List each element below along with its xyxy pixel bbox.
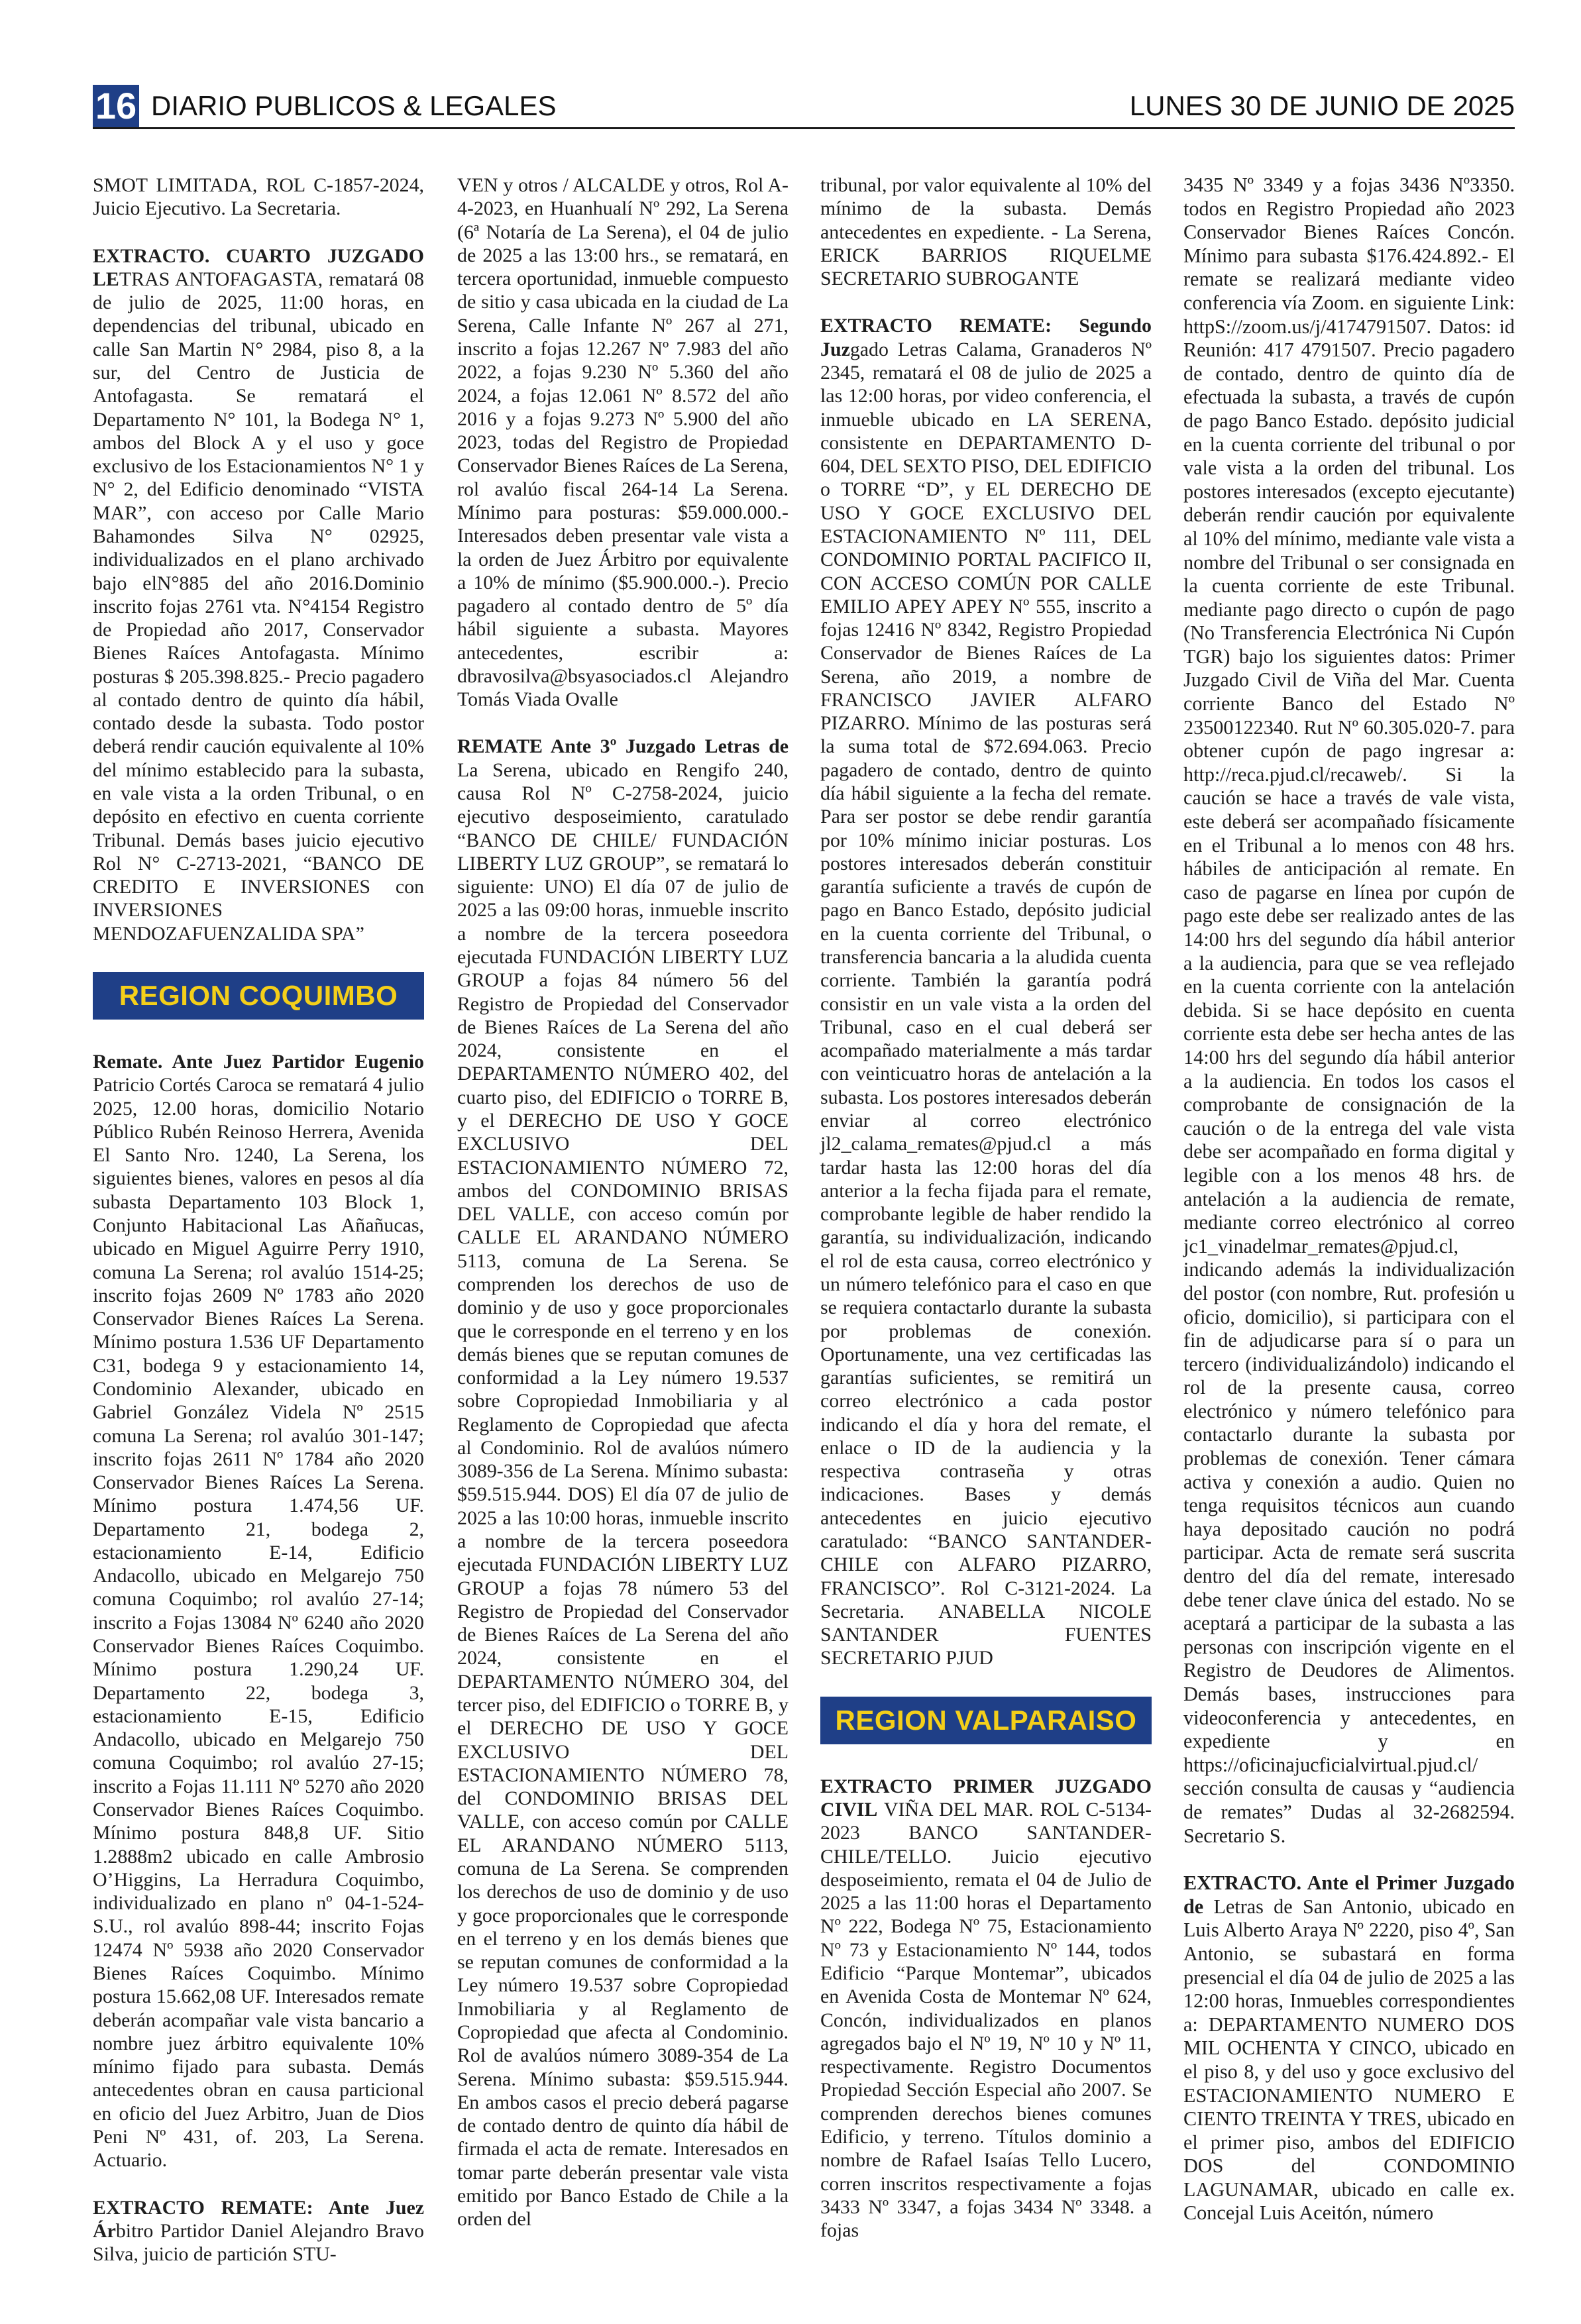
notice-body: Patricio Cortés Caroca se rematará 4 julio 2025, 12.00 horas, domicilio Notario Público Rubén Reinoso Herrera, Avenida El Santo Nro. 1240, La Serena, los siguientes bienes, valores en pesos al día subasta Departamento 103 Block 1, Conjunto Habitacional Las Añañucas, ubicado en Miguel Aguirre Perry 1910, comuna La Serena; rol avalúo 1514-25; inscrito fojas 2609 Nº 1783 año 2020 Conservador Bienes Raíces La Serena. Mínimo postura 1.536 UF Departamento C31, bodega 9 y estacionamiento 14, Condominio Alexander, ubicado en Gabriel González Videla Nº 2515 comuna La Serena; rol avalúo 301-147; inscrito fojas 2611 Nº 1784 año 2020 Conservador Bienes Raíces La Serena. Mínimo postura 1.474,56 UF. Departamento 21, bodega 2, estacionamiento E-14, Edificio Andacollo, ubicado en Melgarejo 750 comuna Coquimbo; rol avalúo 27-14; inscrito a Fojas 13084 Nº 6240 año 2020 Conservador Bienes Raíces Coquimbo. Mínimo postura 1.290,24 UF. Departamento 22, bodega 3, estacionamiento E-15, Edificio Andacollo, ubicado en Melgarejo 750 comuna Coquimbo; rol avalúo 27-15; inscrito a Fojas 11.111 Nº 5270 año 2020 Conservador Bienes Raíces Coquimbo. Mínimo postura 848,8 UF. Sitio 1.2888m2 ubicado en calle Ambrosio O’Higgins, La Herradura Coquimbo, individualizado en plano nº 04-1-524-S.U., rol avalúo 898-44; inscrito Fojas 12474 Nº 5938 año 2020 Conservador Bienes Raíces Coquimbo. Mínimo postura 15.662,08 UF. Interesados remate deberán acompañar vale vista bancario a nombre juez árbitro equivalente 10% mínimo fijado para subasta. Demás antecedentes obran en causa particional en oficio del Juez Arbitro, Juan de Dios Peni Nº 431, of. 203, La Serena. Actuario. <box>93 1074 424 2172</box>
newspaper-name: DIARIO PUBLICOS & LEGALES <box>151 90 557 121</box>
notice-body: Letras de San Antonio, ubicado en Luis Alberto Araya Nº 2220, piso 4º, San Antonio, se subastará en forma presencial el día 04 de julio de 2025 a las 12:00 horas, Inmuebles correspondientes a: DEPARTAMENTO NUMERO DOS MIL OCHENTA Y CINCO, ubicado en el piso 8, y del uso y goce exclusivo del ESTACIONAMIENTO NUMERO E CIENTO TREINTA Y TRES, ubicado en el primer piso, ambos del EDIFICIO DOS del CONDOMINIO LAGUNAMAR, ubicado en calle ex. Concejal Luis Aceitón, número <box>1183 1895 1515 2225</box>
notice-title: REMATE Ante 3º Juzgado Letras de <box>457 735 789 758</box>
legal-notice <box>820 314 1152 1669</box>
notice-body: gado Letras Calama, Granaderos Nº 2345, rematará el 08 de julio de 2025 a las 12:00 horas, por video conferencia, el inmueble ubicado en LA SERENA, consistente en DEPARTAMENTO D-604, DEL SEXTO PISO, DEL EDIFICIO o TORRE “D”, y EL DERECHO DE USO Y GOCE EXCLUSIVO DEL ESTACIONAMIENTO Nº 111, DEL CONDOMINIO PORTAL PACIFICO II, CON ACCESO COMÚN POR CALLE EMILIO APEY APEY Nº 555, inscrito a fojas 12416 Nº 8342, Registro Propiedad Conservador de Bienes Raíces de La Serena, año 2019, a nombre de FRANCISCO JAVIER ALFARO PIZARRO. Mínimo de las posturas será la suma total de $72.694.063. Precio pagadero de contado, dentro de quinto día hábil siguiente a la fecha del remate. Para ser postor se debe rendir garantía por 10% mínimo iniciar posturas. Los postores interesados deberán constituir garantía suficiente a través de cupón de pago en Banco Estado, depósito judicial en la cuenta corriente del Tribunal, o transferencia bancaria a la aludida cuenta corriente. También la garantía podrá consistir en un vale vista a la orden del Tribunal, caso en el cual deberá ser acompañado materialmente a más tardar con veinticuatro horas de antelación a la subasta. Los postores interesados deberán enviar al correo electrónico jl2_calama_remates@pjud.cl a más tardar hasta las 12:00 horas del día anterior a la fecha fijada para el remate, comprobante legible de haber rendido la garantía, su individualización, indicando el rol de esta causa, correo electrónico y un número telefónico para el caso en que se requiera contactarlo durante la subasta por problemas de conexión. Oportunamente, una vez certificadas las garantías suficientes, se remitirá un correo electrónico a cada postor indicando el día y hora del remate, el enlace o ID de la audiencia y la respectiva contraseña y otras indicaciones. Bases y demás antecedentes en juicio ejecutivo caratulado: “BANCO SANTANDER- CHILE con ALFARO PIZARRO, FRANCISCO”. Rol C-3121-2024. La Secretaria. ANABELLA NICOLE SANTANDER FUENTES SECRETARIO PJUD <box>820 338 1152 1669</box>
notice-body: bitro Partidor Daniel Alejandro Bravo Silva, juicio de partición STU- <box>93 2219 424 2266</box>
region-banner: REGION VALPARAISO <box>820 1697 1152 1744</box>
column-3 <box>820 174 1152 2266</box>
notice-body: 3435 Nº 3349 y a fojas 3436 Nº3350. todos en Registro Propiedad año 2023 Conservador Bienes Raíces Concón. Mínimo para subasta $176.424.892.- El remate se realizará mediante video conferencia vía Zoom. en siguiente Link: httpS://zoom.us/j/4174791507. Datos: id Reunión: 417 4791507. Precio pagadero de contado, dentro de quinto día de efectuada la subasta, a través de cupón de pago Banco Estado. depósito judicial en la cuenta corriente del tribunal o por vale vista a la orden del tribunal. Los postores interesados (excepto ejecutante) deberán rendir caución por equivalente al 10% del mínimo, mediante vale vista a nombre del Tribunal o ser consignada en la cuenta corriente de este Tribunal. mediante pago directo o cupón de pago (No Transferencia Electrónica Ni Cupón TGR) bajo los siguientes datos: Primer Juzgado Civil de Viña del Mar. Cuenta corriente Banco del Estado Nº 23500122340. Rut Nº 60.305.020-7. para obtener cupón de pago ingresar a: http://reca.pjud.cl/recaweb/. Si la caución se hace a través de vale vista, este deberá ser acompañado físicamente en el Tribunal a lo menos con 48 hrs. hábiles de anticipación al remate. En caso de pagarse en línea por cupón de pago este debe ser realizado antes de las 14:00 hrs del segundo día hábil anterior a la audiencia, para que se vea reflejado en la cuenta corriente con la antelación debida. Si se hace depósito en cuenta corriente esta debe ser hecha antes de las 14:00 hrs del segundo día hábil anterior a la audiencia. En todos los casos el comprobante de consignación de la caución o de la entrega del vale vista debe ser acompañado en forma digital y legible con a los menos 48 hrs. de antelación a la audiencia de remate, mediante correo electrónico al correo jc1_vinadelmar_remates@pjud.cl, indicando además la individualización del postor (con nombre, Rut. profesión u oficio, domicilio), si participara con el fin de adjudicarse para sí o para un tercero (individualizándolo) indicando el rol de la presente causa, correo electrónico y número telefónico para contactarlo durante la subasta por problemas de conexión. Tener cámara activa y conexión a audio. Quien no tenga requisitos técnicos aun cuando haya depositado caución no podrá participar. Acta de remate será suscrita dentro del día del remate, interesado debe tener clave única del estado. No se aceptará a participar de la subasta a las personas con inscripción vigente en el Registro de Deudores de Alimentos. Demás bases, instrucciones para videoconferencia y antecedentes, en expediente y en https://oficinajucficialvirtual.pjud.cl/ sección consulta de causas y “audiencia de remates” Dudas al 32-2682594. Secretario S. <box>1183 174 1515 1847</box>
legal-notice <box>457 174 789 711</box>
legal-notice <box>93 1050 424 2172</box>
notice-title: EXTRACTO. Ante el Primer Juzgado de <box>1183 1872 1515 1918</box>
column-1 <box>93 174 424 2290</box>
notice-title: EXTRACTO PRIMER JUZGADO CIVIL <box>820 1775 1152 1821</box>
legal-notice <box>93 244 424 945</box>
column-2 <box>457 174 789 2254</box>
legal-notice <box>93 2196 424 2266</box>
notice-body: La Serena, ubicado en Rengifo 240, causa Rol Nº C-2758-2024, juicio ejecutivo desposeimiento, caratulado “BANCO DE CHILE/ FUNDACIÓN LIBERTY LUZ GROUP”, se rematará lo siguiente: UNO) El día 07 de julio de 2025 a las 09:00 horas, inmueble inscrito a nombre de la tercera poseedora ejecutada FUNDACIÓN LIBERTY LUZ GROUP a fojas 84 número 56 del Registro de Propiedad del Conservador de Bienes Raíces de La Serena del año 2024, consistente en el DEPARTAMENTO NÚMERO 402, del cuarto piso, del EDIFICIO o TORRE B, y el DERECHO DE USO Y GOCE EXCLUSIVO DEL ESTACIONAMIENTO NÚMERO 72, ambos del CONDOMINIO BRISAS DEL VALLE, con acceso común por CALLE EL ARANDANO NÚMERO 5113, comuna de La Serena. Se comprenden los derechos de uso de dominio y de uso y goce proporcionales que le corresponde en el terreno y en los demás bienes que se reputan comunes de conformidad a la Ley número 19.537 sobre Copropiedad Inmobiliaria y al Reglamento de Copropiedad que afecta al Condominio. Rol de avalúos número 3089-356 de La Serena. Mínimo subasta: $59.515.944. DOS) El día 07 de julio de 2025 a las 10:00 horas, inmueble inscrito a nombre de la tercera poseedora ejecutada FUNDACIÓN LIBERTY LUZ GROUP a fojas 78 número 53 del Registro de Propiedad del Conservador de Bienes Raíces de La Serena del año 2024, consistente en el DEPARTAMENTO NÚMERO 304, del tercer piso, del EDIFICIO o TORRE B, y el DERECHO DE USO Y GOCE EXCLUSIVO DEL ESTACIONAMIENTO NÚMERO 78, del CONDOMINIO BRISAS DEL VALLE, con acceso común por CALLE EL ARANDANO NÚMERO 5113, comuna de La Serena. Se comprenden los derechos de uso de dominio y de uso y goce proporcionales que le corresponde en el terreno y en los demás bienes que se reputan comunes de conformidad a la Ley número 19.537 sobre Copropiedad Inmobiliaria y al Reglamento de Copropiedad que afecta al Condominio. Rol de avalúos número 3089-354 de La Serena. Mínimo subasta: $59.515.944. En ambos casos el precio deberá pagarse de contado dentro de quinto día hábil de firmada el acta de remate. Interesados en tomar parte deberán presentar vale vista emitido por Banco Estado de Chile a la orden del <box>457 759 789 2231</box>
page-header <box>93 85 1515 129</box>
legal-notice <box>1183 1872 1515 2225</box>
page-number: 16 <box>93 85 139 127</box>
issue-date: LUNES 30 DE JUNIO DE 2025 <box>1129 90 1515 121</box>
notice-title: EXTRACTO REMATE: Ante Juez Ár <box>93 2196 424 2242</box>
legal-notice <box>93 174 424 221</box>
notice-body: TRAS ANTOFAGASTA, rematará 08 de julio de 2025, 11:00 horas, en dependencias del tribunal, ubicado en calle San Martin N° 2984, piso 8, a la sur, del Centro de Justicia de Antofagasta. Se rematará el Departamento N° 101, la Bodega N° 1, ambos del Block A y el uso y goce exclusivo de los Estacionamientos N° 1 y N° 2, del Edificio denominado “VISTA MAR”, con acceso por Calle Mario Bahamondes Silva N° 02925, individualizados en el plano archivado bajo elN°885 del año 2016.Dominio inscrito fojas 2761 vta. N°4154 Registro de Propiedad año 2017, Conservador Bienes Raíces Antofagasta. Mínimo posturas $ 205.398.825.- Precio pagadero al contado dentro de quinto día hábil, contado desde la subasta. Todo postor deberá rendir caución equivalente al 10% del mínimo establecido para la subasta, en vale vista a la orden Tribunal, o en depósito en efectivo en cuenta corriente Tribunal. Demás bases juicio ejecutivo Rol N° C-2713-2021, “BANCO DE CREDITO E INVERSIONES con INVERSIONES MENDOZAFUENZALIDA SPA” <box>93 268 424 945</box>
legal-notice <box>820 1775 1152 2243</box>
notice-title: EXTRACTO. CUARTO JUZGADO LE <box>93 244 424 290</box>
column-4 <box>1183 174 1515 2249</box>
region-banner: REGION COQUIMBO <box>93 972 424 1020</box>
notice-title: Remate. Ante Juez Partidor Eugenio <box>93 1051 424 1073</box>
legal-notice <box>457 735 789 2231</box>
notice-body: tribunal, por valor equivalente al 10% del mínimo de la subasta. Demás antecedentes en expediente. - La Serena, ERICK BARRIOS RIQUELME SECRETARIO SUBROGANTE <box>820 174 1152 290</box>
legal-notice <box>1183 174 1515 1848</box>
notice-title: EXTRACTO REMATE: Segundo Juz <box>820 315 1152 360</box>
notice-body: VIÑA DEL MAR. ROL C-5134-2023 BANCO SANTANDER-CHILE/TELLO. Juicio ejecutivo desposeimiento, remata el 04 de Julio de 2025 a las 11:00 horas el Departamento Nº 222, Bodega Nº 75, Estacionamiento Nº 73 y Estacionamiento Nº 144, todos Edificio “Parque Montemar”, ubicados en Avenida Costa de Montemar Nº 624, Concón, individualizados en planos agregados bajo el Nº 19, Nº 10 y Nº 11, respectivamente. Registro Documentos Propiedad Sección Especial año 2007. Se comprenden derechos bienes comunes Edificio, y terreno. Títulos dominio a nombre de Rafael Isaías Tello Lucero, corren inscritos respectivamente a fojas 3433 Nº 3347, a fojas 3434 Nº 3348. a fojas <box>820 1799 1152 2242</box>
notice-body: SMOT LIMITADA, ROL C-1857-2024, Juicio Ejecutivo. La Secretaria. <box>93 174 424 220</box>
notice-body: VEN y otros / ALCALDE y otros, Rol A-4-2023, en Huanhualí Nº 292, La Serena (6ª Notaría de La Serena), el 04 de julio de 2025 a las 13:00 hrs., se rematará, en tercera oportunidad, inmueble compuesto de sitio y casa ubicada en la ciudad de La Serena, Calle Infante Nº 267 al 271, inscrito a fojas 12.267 Nº 7.983 del año 2022, a fojas 9.230 Nº 5.360 del año 2024, a fojas 12.061 Nº 8.572 del año 2016 y a fojas 9.273 Nº 5.900 del año 2023, todas del Registro de Propiedad Conservador Bienes Raíces de La Serena, rol avalúo fiscal 264-14 La Serena. Mínimo para posturas: $59.000.000.- Interesados deben presentar vale vista a la orden de Juez Árbitro por equivalente a 10% de mínimo ($5.900.000.-). Precio pagadero al contado dentro de 5º día hábil siguiente a subasta. Mayores antecedentes, escribir a: dbravosilva@bsyasociados.cl Alejandro Tomás Viada Ovalle <box>457 174 789 711</box>
legal-notice <box>820 174 1152 290</box>
